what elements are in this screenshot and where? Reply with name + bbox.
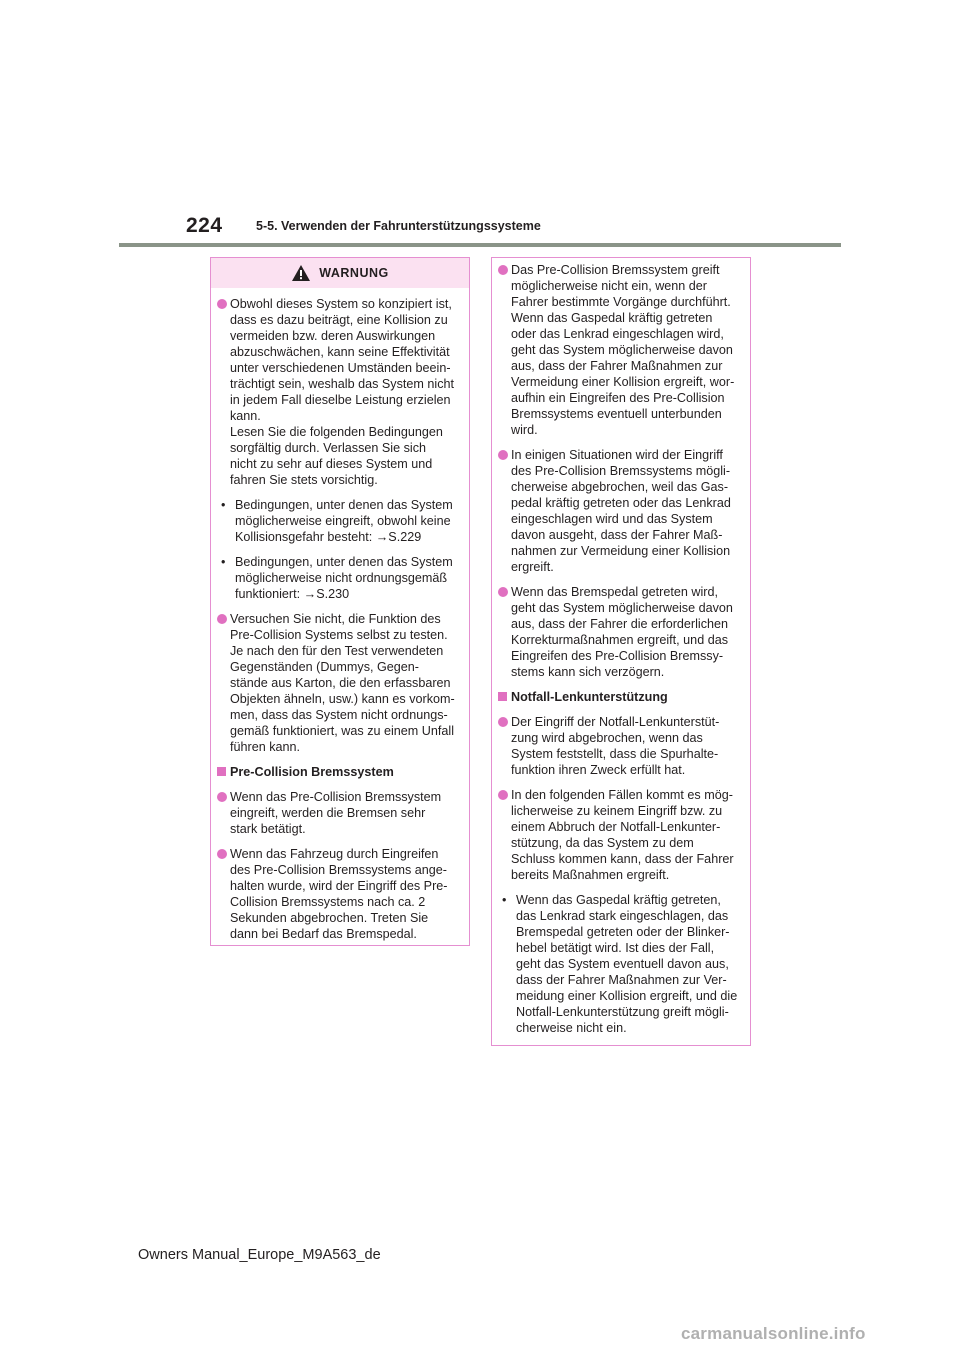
paragraph [217, 846, 461, 942]
watermark: carmanualsonline.info [681, 1324, 866, 1343]
bullet-circle-icon [217, 792, 227, 802]
bullet-circle-icon [217, 849, 227, 859]
warning-title: WARNUNG [319, 266, 389, 280]
bullet-square-icon [217, 767, 226, 776]
page-number: 224 [186, 214, 223, 237]
paragraph-text: Bedingungen, unter denen das System möglicherweise eingreift, obwohl keine Kollisionsgefahr besteht: →S.229 [235, 498, 453, 544]
bullet-circle-icon [498, 450, 508, 460]
paragraph-text: In einigen Situationen wird der Eingriff des Pre-Collision Bremssystems mögli- cherweise abgebrochen, weil das Gas- pedal kräftig getreten oder das Lenkrad eingeschlagen wird und das System davon ausgeht, dass der Fahrer Maß- nahmen zur Vermeidung einer Kollision ergreift. [511, 448, 731, 574]
paragraph [217, 497, 461, 545]
paragraph-text: Wenn das Gaspedal kräftig getreten, das Lenkrad stark eingeschlagen, das Bremspedal getreten oder der Blinker- hebel betätigt wird. Ist dies der Fall, geht das System eventuell davon aus, dass der Fahrer Maßnahmen zur Ver- meidung einer Kollision ergreift, und die Notfall-Lenkunterstützung greift mögli- cherweise nicht ein. [516, 893, 738, 1035]
bullet-circle-icon [217, 614, 227, 624]
section-title: 5-5. Verwenden der Fahrunterstützungssysteme [256, 219, 541, 233]
continued-notes-box [491, 257, 751, 1046]
subsection-heading [217, 764, 461, 780]
paragraph-text: Das Pre-Collision Bremssystem greift möglicherweise nicht ein, wenn der Fahrer bestimmte Vorgänge durchführt. Wenn das Gaspedal kräftig getreten oder das Lenkrad eingeschlagen wird, geht das System möglicherweise davon aus, dass der Fahrer Maßnahmen zur Vermeidung einer Kollision ergreift, wor- aufhin ein Eingreifen des Pre-Collision Bremssystems eventuell unterbunden wird. [511, 263, 735, 437]
paragraph [498, 262, 742, 438]
header-rule [119, 243, 841, 247]
footer-manual-id: Owners Manual_Europe_M9A563_de [138, 1247, 381, 1263]
paragraph-text: Obwohl dieses System so konzipiert ist, dass es dazu beiträgt, eine Kollision zu vermeiden bzw. deren Auswirkungen abzuschwächen, kann seine Effektivität unter verschiedenen Umständen beein- trächtigt sein, weshalb das System nicht in jedem Fall dieselbe Leistung erzielen kann. Lesen Sie die folgenden Bedingungen sorgfältig durch. Verlassen Sie sich nicht zu sehr auf dieses System und fahren Sie stets vorsichtig. [230, 297, 454, 487]
paragraph [498, 447, 742, 575]
bullet-circle-icon [498, 587, 508, 597]
bullet-circle-icon [498, 790, 508, 800]
paragraph-text: Der Eingriff der Notfall-Lenkunterstüt- zung wird abgebrochen, wenn das System feststellt, dass die Spurhalte- funktion ihren Zweck erfüllt hat. [511, 715, 720, 777]
paragraph [217, 611, 461, 755]
bullet-dot-icon: • [221, 555, 226, 569]
subsection-heading [498, 689, 742, 705]
paragraph-text: Pre-Collision Bremssystem [230, 765, 394, 779]
paragraph [498, 787, 742, 883]
paragraph-text: Wenn das Fahrzeug durch Eingreifen des Pre-Collision Bremssystems ange- halten wurde, wird der Eingriff des Pre- Collision Bremssystems nach ca. 2 Sekunden abgebrochen. Treten Sie dann bei Bedarf das Bremspedal. [230, 847, 448, 941]
warning-box [210, 257, 470, 946]
paragraph [217, 554, 461, 602]
paragraph [217, 789, 461, 837]
paragraph-text: In den folgenden Fällen kommt es mög- licherweise zu keinem Eingriff bzw. zu einem Abbruch der Notfall-Lenkunter- stützung, da das System zu dem Schluss kommen kann, dass der Fahrer bereits Maßnahmen ergreift. [511, 788, 734, 882]
bullet-circle-icon [498, 717, 508, 727]
bullet-dot-icon: • [221, 498, 226, 512]
warning-header [211, 258, 469, 288]
warning-triangle-icon [291, 264, 311, 282]
paragraph [498, 584, 742, 680]
paragraph [498, 714, 742, 778]
bullet-square-icon [498, 692, 507, 701]
bullet-circle-icon [217, 299, 227, 309]
paragraph-text: Bedingungen, unter denen das System möglicherweise nicht ordnungsgemäß funktioniert: →S.230 [235, 555, 453, 601]
paragraph-text: Notfall-Lenkunterstützung [511, 690, 668, 704]
bullet-dot-icon: • [502, 893, 507, 907]
paragraph-text: Wenn das Bremspedal getreten wird, geht das System möglicherweise davon aus, dass der Fahrer die erforderlichen Korrekturmaßnahmen ergreift, und das Eingreifen des Pre-Collision Bremssy- stems kann sich verzögern. [511, 585, 733, 679]
warning-box-body [211, 296, 469, 942]
paragraph [217, 296, 461, 488]
paragraph-text: Versuchen Sie nicht, die Funktion des Pre-Collision Systems selbst zu testen. Je nach den für den Test verwendeten Gegenständen (Dummys, Gegen- stände aus Karton, die den erfassbaren Objekten ähneln, usw.) kann es vorkom- men, dass das System nicht ordnungs- gemäß funktioniert, was zu einem Unfall führen kann. [230, 612, 455, 754]
paragraph-text: Wenn das Pre-Collision Bremssystem eingreift, werden die Bremsen sehr stark betätigt. [230, 790, 442, 836]
continued-notes-body [492, 262, 750, 1036]
paragraph [498, 892, 742, 1036]
bullet-circle-icon [498, 265, 508, 275]
